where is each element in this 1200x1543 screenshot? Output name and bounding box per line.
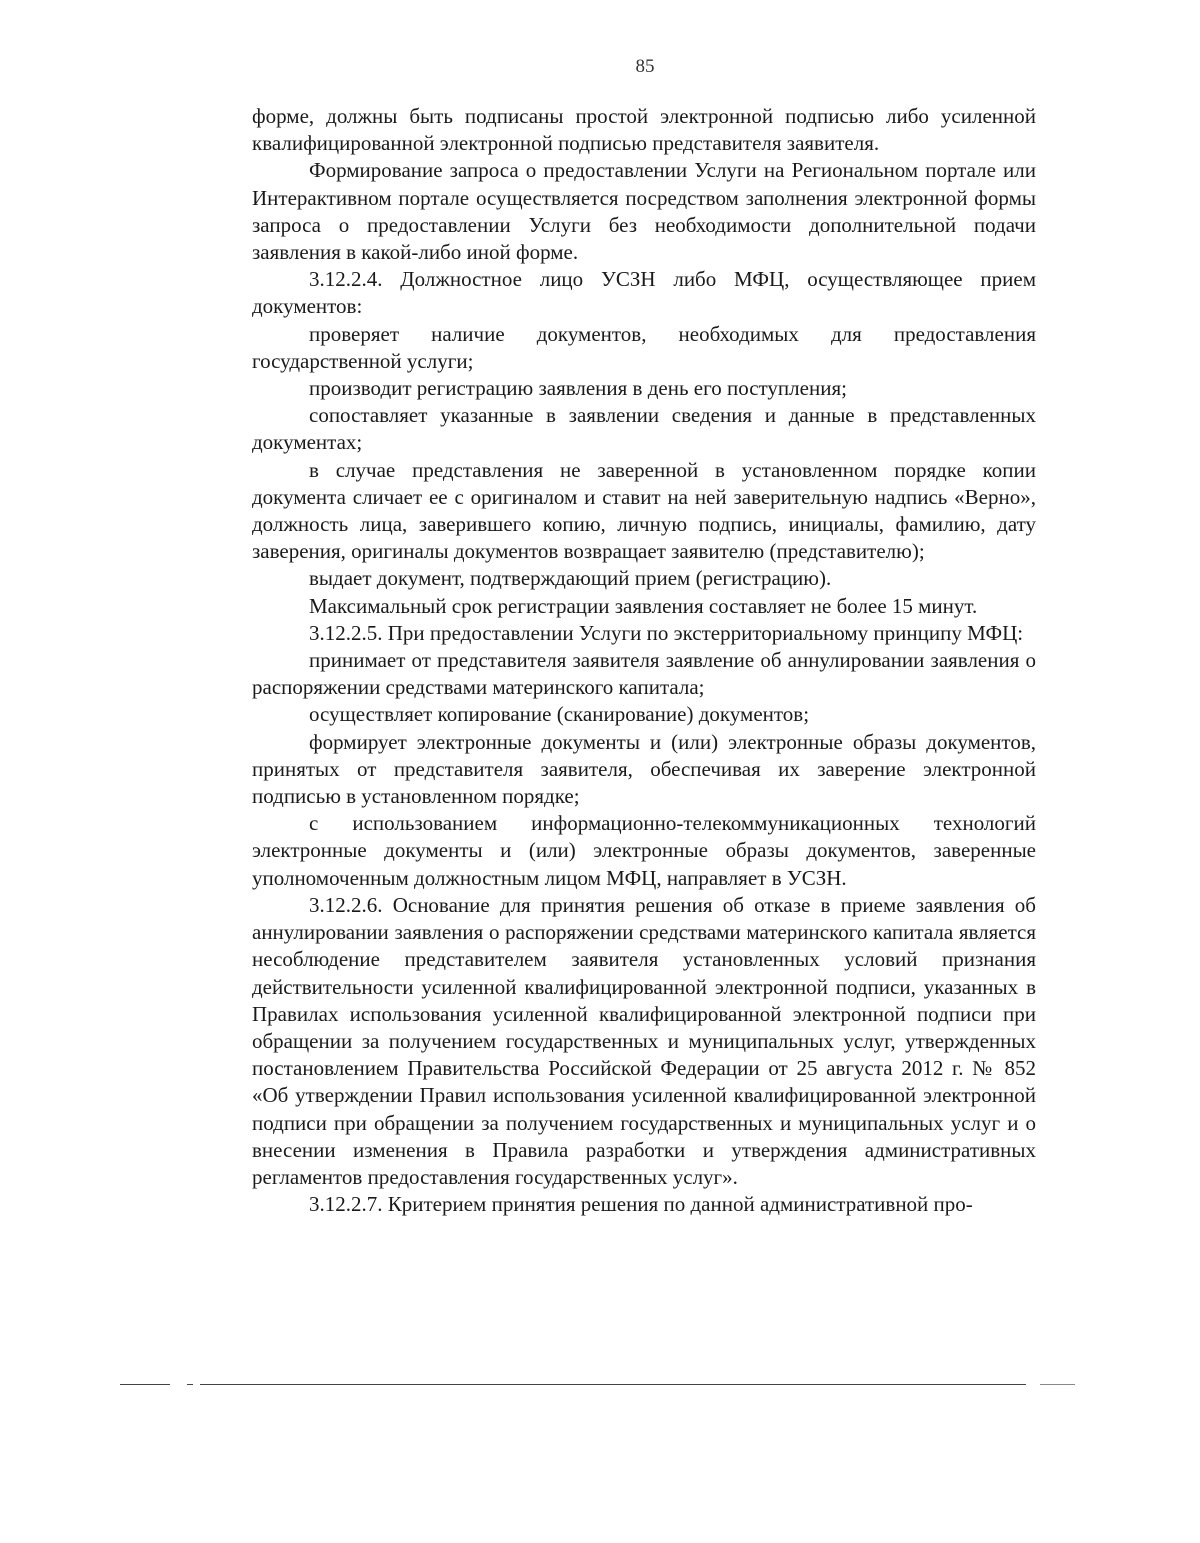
paragraph: осуществляет копирование (сканирование) документов; [309,702,810,727]
paragraph: проверяет наличие документов, необходимых для предоставления государственной услуги; [252,321,1036,373]
paragraph: формирует электронные документы и (или) электронные образы документов, принятых от представителя заявителя, обеспечивая их заверение электронной подписью в установленном порядке; [252,729,1036,809]
paragraph: форме, должны быть подписаны простой электронной подписью либо усиленной квалифицированной электронной подписью представителя заявителя. [252,104,1036,156]
scan-edge-line [120,1384,170,1385]
paragraph: производит регистрацию заявления в день его поступления; [309,376,847,401]
paragraph: 3.12.2.6. Основание для принятия решения об отказе в приеме заявления об аннулировании заявления о распоряжении средствами материнского капитала является несоблюдение представителем заявителя установленных условий признания действительности усиленной квалифицированной электронной подписи, указанных в Правилах использования усиленной квалифицированной электронной подписи при обращении за получением государственных и муниципальных услуг, утвержденных постановлением Правительства Российской Федерации от 25 августа 2012 г. № 852 «Об утверждении Правил использования усиленной квалифицированной электронной подписи при обращении за получением государственных и муниципальных услуг и о внесении изменения в Правила разработки и утверждения административных регламентов предоставления государственных услуг». [252,892,1036,1189]
paragraph: в случае представления не заверенной в установленном порядке копии документа сличает ее с оригиналом и ставит на ней заверительную надпись «Верно», должность лица, заверившего копию, личную подпись, инициалы, фамилию, дату заверения, оригиналы документов возвращает заявителю (представителю); [252,457,1036,564]
paragraph: выдает документ, подтверждающий прием (регистрацию). [309,566,832,591]
document-body [252,103,1036,1218]
paragraph: сопоставляет указанные в заявлении сведения и данные в представленных документах; [252,403,1036,455]
paragraph: Максимальный срок регистрации заявления составляет не более 15 минут. [309,593,978,618]
scan-edge-line [1040,1384,1075,1385]
paragraph: принимает от представителя заявителя заявление об аннулировании заявления о распоряжении средствами материнского капитала; [252,648,1036,700]
page-number: 85 [635,56,655,77]
paragraph: 3.12.2.7. Критерием принятия решения по данной административной про- [309,1192,973,1217]
paragraph: 3.12.2.4. Должностное лицо УСЗН либо МФЦ, осуществляющее прием документов: [252,267,1036,319]
scan-edge-line [187,1384,193,1385]
scan-edge-line [200,1384,1026,1385]
paragraph: с использованием информационно-телекоммуникационных технологий электронные документы и (или) электронные образы документов, заверенные уполномоченным должностным лицом МФЦ, направляет в УСЗН. [252,811,1036,890]
paragraph: Формирование запроса о предоставлении Услуги на Региональном портале или Интерактивном портале осуществляется посредством заполнения электронной формы запроса о предоставлении Услуги без необходимости дополнительной подачи заявления в какой-либо иной форме. [252,158,1036,265]
paragraph: 3.12.2.5. При предоставлении Услуги по экстерриториальному принципу МФЦ: [309,620,1024,645]
